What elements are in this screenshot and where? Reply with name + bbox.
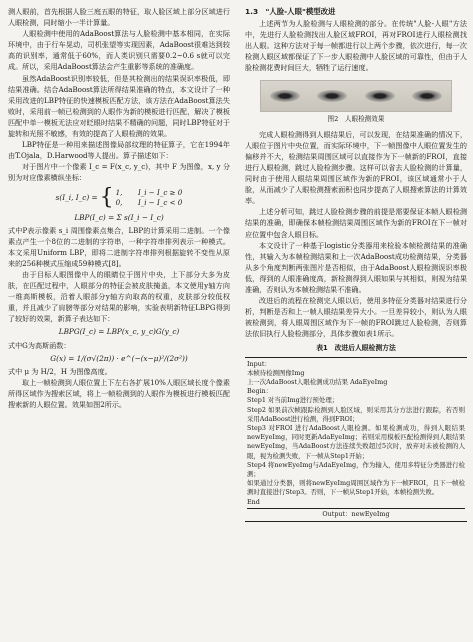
- formula-brace: {: [99, 184, 114, 210]
- algo-output: Output：newEyeImg: [247, 508, 465, 519]
- right-column: [245, 6, 467, 522]
- figure-caption: 图2 人眼检测效果: [327, 114, 385, 123]
- left-paragraph-2: 人眼检测中使用的AdaBoost算法与人脸检测中基本相同，在实际环境中，由于行车晃动，司机张望等实现因素，AdaBoost很难达到较高的识别率，通常低于60%，而人类识别只需要0.2~0.6 s就可以完成。所以，采用AdaBoost算法会产生重影等系统的准确度。: [8, 29, 230, 72]
- eye-image-4: [412, 90, 442, 102]
- algo-line: Input：: [247, 359, 271, 368]
- left-paragraph-5: 对于图片中一个像素 I_c = F(x_c, y_c)，其中 F 为图像，x, y 分别为对应像素横纵坐标：: [8, 162, 230, 183]
- left-paragraph-7: 由于目标人眼图像中人的眼睛位于图片中央，上下部分大多为皮肤，在匹配过程中，人眼部分的特征会被皮肤掩盖，本文使用y轴方向一维高斯模板，沿着人眼部分y轴方向取高的权重，皮肤部分较低权重，并且减少了肩膀等部分对结果的影响，实验表明新特征LBPG得到了较好的效果，新算子表达如下：: [8, 269, 230, 324]
- formula-s-lhs: s(I_i, I_c) =: [55, 192, 98, 202]
- algo-line: Step3 对FROI 进行AdaBoost人眼检测。如果检测成功，得到人眼结果newEyeImg，同时更新AdaEyeImg；若则采用模板匹配检测得到人眼结果newEyeImg，当AdaBoost方法连续失败超过5次时，放弃对未被检测的人眼，视为检测失败，下一帧从Step1开始；: [247, 423, 465, 460]
- right-paragraph-3: 上述分析可知，跳过人脸检测步骤的前提是需要保证本帧人眼检测结果的准确，即确保本帧检测结果周围区域作为新的FROI在下一帧对应位置中包含人眼目标。: [245, 207, 467, 239]
- algo-line: 本帧待检测图像Img: [247, 368, 305, 377]
- algo-line: End: [247, 497, 260, 506]
- left-paragraph-6: 式中P表示像素 s_i 周围像素点集合，LBP的计算采用二进制。一个像素点产生一个8位的二进制的字符串，一种字符串排列表示一种模式。本文采用Uniform LBP，即将二进制字符串排列根据旋转不变性从原来的256种模式压缩成59种模式[8]。: [8, 225, 230, 268]
- formula-s-function: [8, 184, 230, 210]
- algo-line: Step4 将newEyeImg与AdaEyeImg，作为输入，使用多特征分类器进行检测；: [247, 460, 465, 478]
- right-paragraph-5: 改进后的流程在检测完人眼以后，使用多特征分类器对结果进行分析，判断是否和上一帧人眼结果差异大小。一旦差异较小，则认为人眼被检测到，将人眼周围区域作为下一帧的FROI跳过人脸检测，否则算法依旧执行人脸检测部分，具体步骤如表1所示。: [245, 296, 467, 339]
- formula-lbp: LBP(I_c) = Σ s(I_i − I_c): [74, 212, 164, 222]
- formula-case-2: [116, 198, 183, 208]
- eye-detection-figure: [260, 80, 452, 112]
- formula-lbpg: LBPG(I_c) = LBP(x_c, y_c)G(y_c): [58, 327, 180, 337]
- formula-case-1: [116, 188, 183, 198]
- case-1-value: 1,: [115, 187, 123, 197]
- algo-line: 上一次AdaBoost人眼检测成功结果 AdaEyeImg: [247, 377, 388, 386]
- eye-image-3: [365, 90, 395, 102]
- algorithm-table: [245, 357, 467, 522]
- left-paragraph-3: 虽然AdaBoost识别率较低，但是其检测出的结果误识率极低，即结果准确。结合AdaBoost算法所得结果准确的特点，本文设计了一种采用改进的LBP特征的快速模板匹配方法，该方法在AdaBoost算法失败时，采用前一帧已检测到的人眼作为新的模板进行匹配，解决了模板匹配中单一模板无法应对眨眼时结果不精确的问题，同时LBP特征对于旋转和光照不敏感，有效的提高了人眼检测的效果。: [8, 73, 230, 139]
- section-heading: 1.3 "人脸-人眼"模型改进: [245, 7, 336, 16]
- case-1-condition: I_i − I_c ≥ 0: [137, 187, 183, 197]
- table-caption: 表1 改进后人眼检测方法: [316, 344, 396, 353]
- case-2-condition: I_i − I_c < 0: [137, 197, 183, 207]
- right-paragraph-2: 完成人眼检测得到人眼结果后，可以发现，在结果准确的情况下，人眼位于图片中央位置，而实际环境中，下一帧图像中人眼位置发生的偏移并不大，检测结果周围区域可以直接作为下一帧新的FROI，直接进行人眼检测，跳过人脸检测步骤。这样可以省去人脸检测的计算量，同时由于使用人眼结果周围区域作为新的FROI，该区域通常小于人脸，从而减少了人眼检测搜索面积也同步提高了人眼搜索算法的计算效率。: [245, 129, 467, 206]
- left-paragraph-1: 测人眼前，首先根据人脸三庭五眼的特征，取人脸区域上部分区域进行人眼检测，同时缩小一半计算量。: [8, 7, 230, 28]
- left-paragraph-10: 取上一帧检测到人眼位置上下左右各扩展10%人眼区域长度个像素所得区域作为搜索区域，将上一帧检测到的人眼作为模板进行模板匹配搜索新的人眼位置。效果如图2所示。: [8, 377, 230, 409]
- case-2-value: 0,: [115, 197, 123, 207]
- left-paragraph-8: 式中G为高斯函数：: [8, 340, 71, 350]
- left-column: [8, 6, 230, 410]
- right-paragraph-1: 上述两节为人脸检测与人眼检测的部分。在传统"人脸-人眼"方法中，先进行人脸检测找出人脸区域FROI，再对FROI进行人眼检测找出人眼。这种方法对于每一帧都进行以上两个步骤，依次进行，每一次检测人眼区域都保证了下一步人眼检测中人脸区域的可靠性，但由于人脸检测花费时间巨大，牺牲了运行速度。: [245, 19, 467, 73]
- algo-line: Step1 对当前Img进行预处理；: [247, 396, 339, 405]
- left-paragraph-9: 式中 μ 为 H/2，H 为图像高度。: [8, 366, 112, 376]
- formula-gauss: G(x) = 1/(σ√(2π)) · e^(−(x−μ)²/(2σ²)): [50, 353, 188, 363]
- formula-cases: [116, 188, 183, 208]
- algo-line: 如果通过分类器，则将newEyeImg周围区域作为下一帧FROI，且下一帧检测时直接进行Step3。否则，下一帧从Step1开始，本帧检测失败。: [247, 479, 465, 497]
- left-paragraph-4: LBP特征是一种用来描述图像局部纹理的特征算子，它在1994年由T.Ojala，D.Harwood等人提出。算子描述如下：: [8, 140, 230, 161]
- algo-line: Step2 如果前次帧跟踪检测到人脸区域，则采用其分方法进行跟踪，若否则采用AdaBoost进行检测，得到FROI；: [247, 405, 465, 423]
- right-paragraph-4: 本文设计了一种基于logistic分类器用来检验本帧检测结果的准确性，其输入为本帧检测结果和上一次AdaBoost成功检测结果，分类器从多个角度判断两张图片是否相似，由于AdaBoost人眼检测误识率极低，得到的人眼准确度高，新检测得到人眼如果与其相似，则视为结果准确，否则认为本帧检测结果不准确。: [245, 240, 467, 294]
- eye-image-2: [317, 90, 347, 102]
- eye-image-1: [270, 90, 300, 102]
- algo-line: Begin：: [247, 387, 273, 396]
